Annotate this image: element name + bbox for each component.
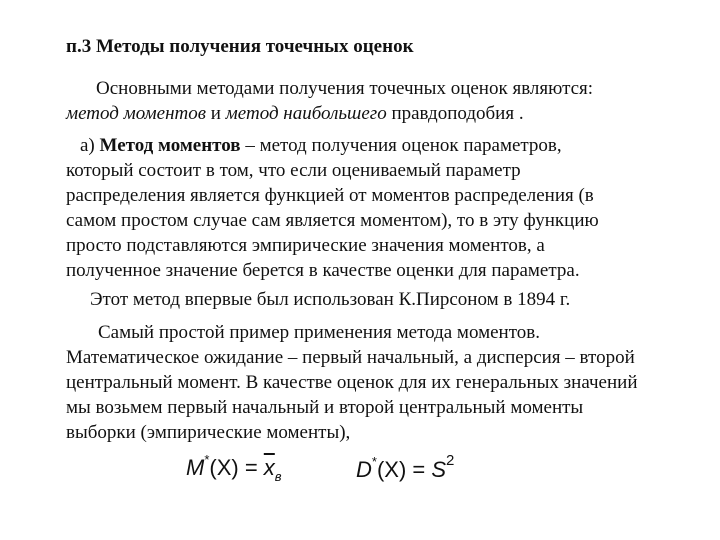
variance-estimate-formula [356,452,454,483]
method-definition: – метод получения оценок параметров, [240,135,562,156]
mean-estimate-formula [186,452,282,484]
intro-tail: правдоподобия . [386,103,524,124]
conjunction: и [206,103,226,124]
example-line: Математическое ожидание – первый начальный, а дисперсия – второй [66,347,635,368]
method-line-1 [66,133,686,158]
method-line: самом простом случае сам является моментом), то в эту функцию [66,210,599,231]
method-term: Метод моментов [99,135,241,156]
formula-sub: в [274,469,282,484]
formula-arg: (X) [209,455,239,480]
item-marker: а) [80,135,100,156]
method-line: который состоит в том, что если оцениваемый параметр [66,160,521,181]
formula-star: * [371,454,377,469]
formula-var: S [431,457,447,482]
formula-base: M [186,455,205,480]
example-paragraph [66,320,686,445]
example-line: центральный момент. В качестве оценок для их генеральных значений [66,372,638,393]
intro-line-2 [66,101,686,126]
history-paragraph [66,287,686,312]
example-line: мы возьмем первый начальный и второй центральный моменты [66,397,584,418]
example-line: Самый простой пример применения метода моментов. [98,322,540,343]
method-line: просто подставляются эмпирические значения моментов, а [66,235,545,256]
max-likelihood-term: метод наибольшего [225,103,387,124]
formula-eq: = [238,455,264,480]
section-title: п.3 Методы получения точечных оценок [66,36,414,57]
method-of-moments-term: метод моментов [66,103,206,124]
formula-base: D [356,457,372,482]
intro-paragraph [66,76,686,126]
formula-arg: (X) [376,457,407,482]
formula-var: $\overline{x}$ [263,455,275,480]
method-line: полученное значение берется в качестве оценки для параметра. [66,260,580,281]
formula-pow: 2 [446,452,455,469]
method-line: распределения является функцией от моментов распределения (в [66,185,594,206]
method-moments-paragraph [66,133,686,283]
history-line: Этот метод впервые был использован К.Пирсоном в 1894 г. [90,289,571,310]
formula-eq: = [406,457,432,482]
example-line: выборки (эмпирические моменты), [66,422,351,443]
intro-line-1: Основными методами получения точечных оценок являются: [96,78,594,99]
formula-star: * [204,452,210,467]
